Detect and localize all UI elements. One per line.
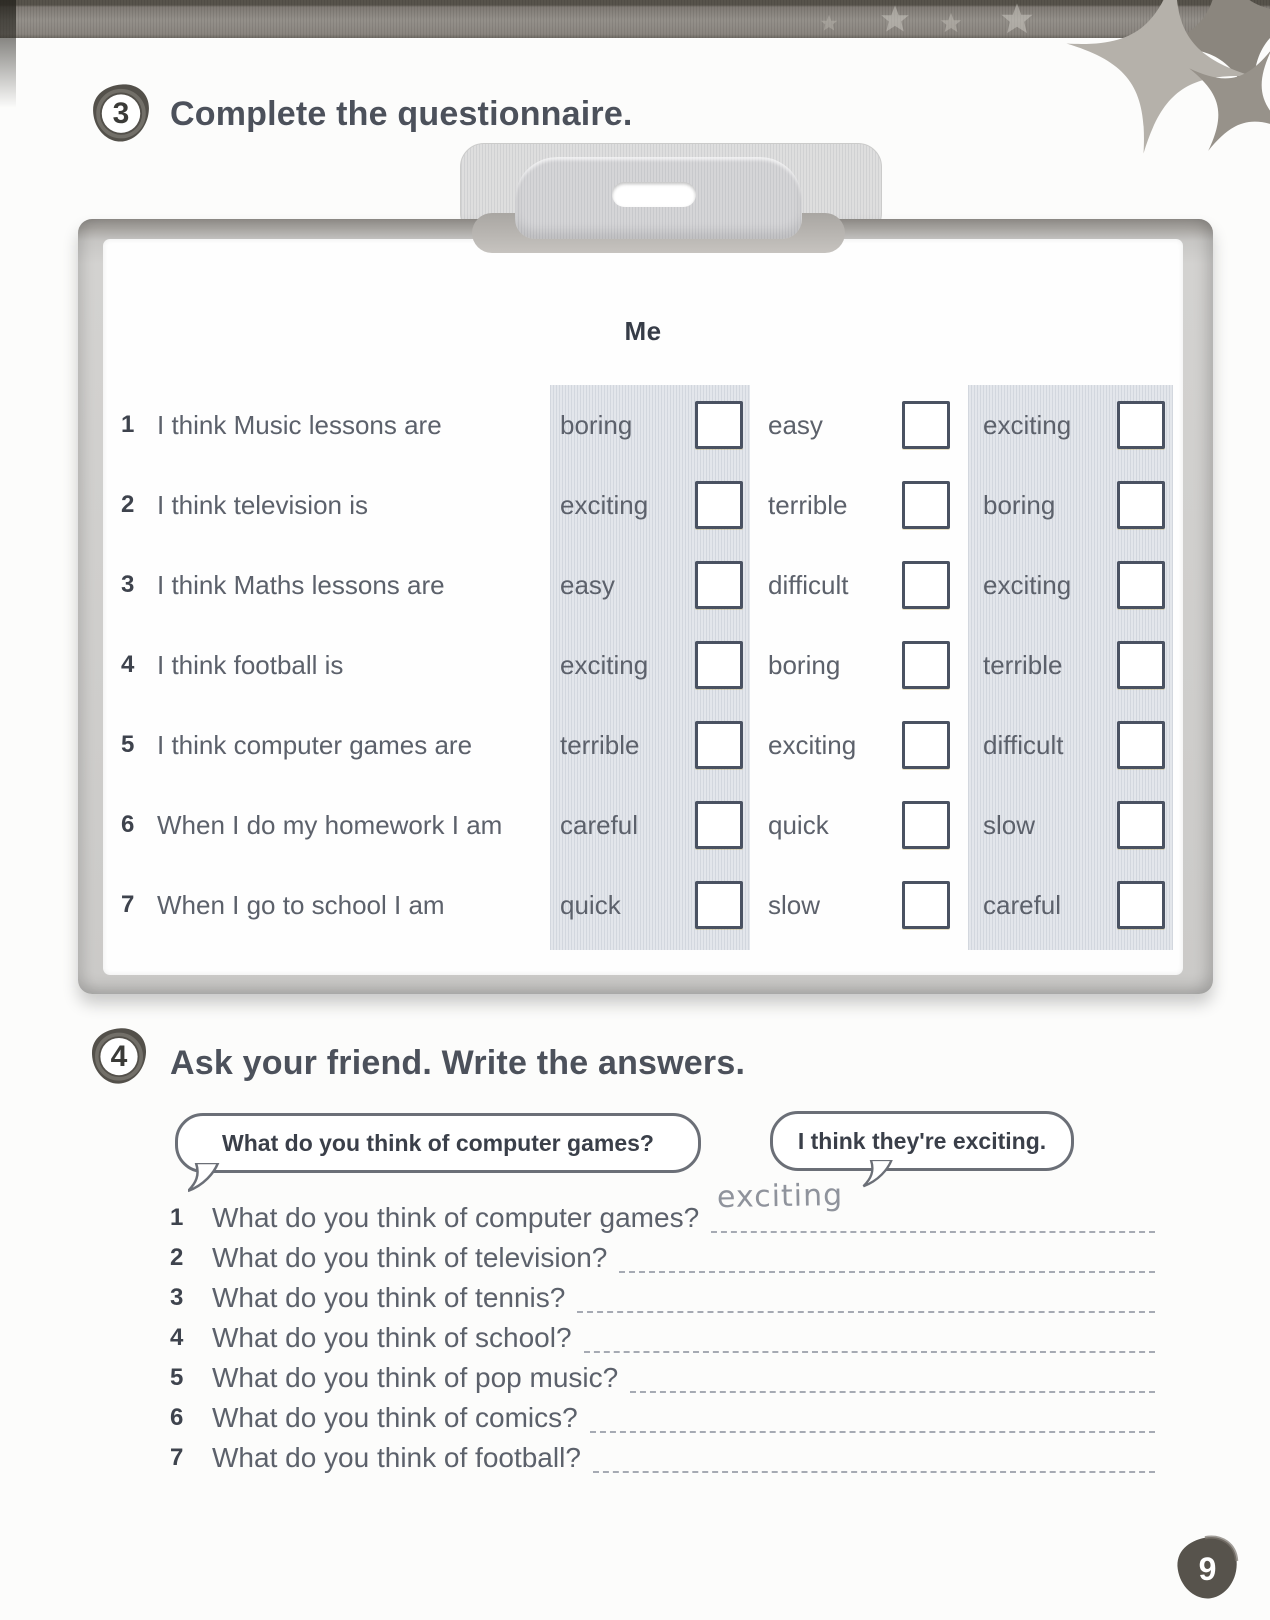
option-2-label: exciting — [768, 729, 857, 760]
option-2-checkbox[interactable] — [902, 801, 950, 849]
option-3-checkbox[interactable] — [1117, 721, 1165, 769]
row-number: 3 — [121, 571, 135, 598]
row-prompt: I think football is — [157, 649, 344, 680]
option-1-label: quick — [560, 889, 621, 920]
star-icon — [880, 4, 910, 34]
exercise-3-badge — [90, 82, 152, 144]
star-icon — [940, 12, 962, 34]
question-row — [170, 1438, 1155, 1478]
option-1-checkbox[interactable] — [695, 561, 743, 609]
option-3-label: difficult — [983, 729, 1064, 760]
row-number: 5 — [121, 731, 135, 758]
option-2-label: terrible — [768, 489, 848, 520]
halftone-texture — [0, 0, 1270, 38]
clipboard — [78, 219, 1213, 994]
question-text: What do you think of computer games? — [212, 1202, 700, 1233]
exercise-number: 4 — [110, 1040, 128, 1073]
question-row — [170, 1177, 1155, 1238]
option-3-checkbox[interactable] — [1117, 801, 1165, 849]
option-1-checkbox[interactable] — [695, 641, 743, 689]
answer-line[interactable] — [630, 1365, 1155, 1393]
option-3-label: slow — [983, 809, 1036, 840]
option-1-label: careful — [560, 809, 639, 840]
question-row — [170, 1318, 1155, 1358]
answer-line[interactable] — [577, 1285, 1155, 1313]
row-number: 7 — [121, 891, 135, 918]
page-number-badge — [1172, 1535, 1243, 1601]
page-number: 9 — [1198, 1550, 1217, 1587]
questionnaire-row — [103, 385, 1173, 465]
star-icon — [1157, 17, 1270, 182]
speech-bubble-tail — [188, 1163, 234, 1195]
row-prompt: I think computer games are — [157, 729, 473, 760]
exercise-4-title: Ask your friend. Write the answers. — [170, 1044, 746, 1082]
answer-line[interactable] — [593, 1445, 1155, 1473]
option-3-label: exciting — [983, 409, 1072, 440]
option-1-checkbox[interactable] — [695, 881, 743, 929]
question-row — [170, 1278, 1155, 1318]
question-number: 1 — [170, 1204, 184, 1231]
row-prompt: When I do my homework I am — [157, 809, 503, 840]
option-1-label: exciting — [560, 489, 649, 520]
option-1-checkbox[interactable] — [695, 481, 743, 529]
option-3-checkbox[interactable] — [1117, 481, 1165, 529]
question-number: 4 — [170, 1324, 184, 1351]
row-number: 1 — [121, 411, 135, 438]
question-number: 6 — [170, 1404, 184, 1431]
star-icon — [1000, 2, 1034, 36]
question-text: What do you think of tennis? — [212, 1282, 566, 1313]
option-3-checkbox[interactable] — [1117, 401, 1165, 449]
question-number: 2 — [170, 1244, 184, 1271]
option-2-checkbox[interactable] — [902, 561, 950, 609]
option-1-label: terrible — [560, 729, 640, 760]
row-prompt: I think Music lessons are — [157, 409, 442, 440]
questionnaire-rows — [103, 385, 1173, 945]
questionnaire-row — [103, 545, 1173, 625]
exercise-4-badge — [89, 1026, 149, 1086]
speech-bubble-question — [175, 1113, 701, 1173]
answer-line[interactable] — [711, 1177, 1155, 1233]
option-1-label: boring — [560, 409, 633, 440]
question-number: 3 — [170, 1284, 184, 1311]
row-prompt: When I go to school I am — [157, 889, 445, 920]
option-1-checkbox[interactable] — [695, 721, 743, 769]
answer-line[interactable] — [584, 1325, 1155, 1353]
question-row — [170, 1398, 1155, 1438]
clipboard-clip-hole — [612, 182, 696, 207]
option-3-checkbox[interactable] — [1117, 561, 1165, 609]
option-2-checkbox[interactable] — [902, 881, 950, 929]
question-number: 7 — [170, 1444, 184, 1471]
star-icon — [820, 14, 838, 32]
question-number: 5 — [170, 1364, 184, 1391]
question-text: What do you think of football? — [212, 1442, 581, 1473]
questionnaire-row — [103, 465, 1173, 545]
questionnaire-row — [103, 785, 1173, 865]
option-2-label: easy — [768, 409, 823, 440]
questionnaire-sheet — [103, 239, 1183, 975]
book-spine-shadow — [0, 0, 16, 120]
row-prompt: I think Maths lessons are — [157, 569, 445, 600]
answer-line[interactable] — [619, 1245, 1155, 1273]
option-2-checkbox[interactable] — [902, 641, 950, 689]
question-text: What do you think of pop music? — [212, 1362, 619, 1393]
option-3-label: careful — [983, 889, 1062, 920]
speech-bubble-text: I think they're exciting. — [797, 1127, 1047, 1154]
speech-bubble-answer — [770, 1111, 1074, 1171]
option-2-label: quick — [768, 809, 829, 840]
question-text: What do you think of television? — [212, 1242, 608, 1273]
option-2-label: boring — [768, 649, 841, 680]
exercise-number: 3 — [112, 97, 130, 130]
option-1-checkbox[interactable] — [695, 401, 743, 449]
questionnaire-row — [103, 625, 1173, 705]
row-number: 2 — [121, 491, 135, 518]
option-2-checkbox[interactable] — [902, 481, 950, 529]
row-number: 6 — [121, 811, 135, 838]
option-2-checkbox[interactable] — [902, 401, 950, 449]
option-2-label: slow — [768, 889, 821, 920]
questions-list — [170, 1177, 1155, 1478]
row-number: 4 — [121, 651, 135, 678]
question-row — [170, 1358, 1155, 1398]
handwritten-answer: exciting — [716, 1177, 844, 1216]
speech-bubble-text: What do you think of computer games? — [222, 1129, 654, 1156]
question-row — [170, 1238, 1155, 1278]
exercise-3-title: Complete the questionnaire. — [170, 95, 633, 133]
option-3-label: terrible — [983, 649, 1063, 680]
option-2-checkbox[interactable] — [902, 721, 950, 769]
speech-bubble-tail — [862, 1160, 908, 1190]
option-2-label: difficult — [768, 569, 849, 600]
option-3-label: exciting — [983, 569, 1072, 600]
option-1-label: easy — [560, 569, 615, 600]
option-3-label: boring — [983, 489, 1056, 520]
option-3-checkbox[interactable] — [1117, 641, 1165, 689]
page-header-band — [0, 0, 1270, 38]
answer-line[interactable] — [590, 1405, 1155, 1433]
questionnaire-column-header: Me — [624, 316, 662, 346]
questionnaire-row — [103, 705, 1173, 785]
question-text: What do you think of school? — [212, 1322, 572, 1353]
row-prompt: I think television is — [157, 489, 368, 520]
questionnaire-row — [103, 865, 1173, 945]
option-1-label: exciting — [560, 649, 649, 680]
clipboard-clip — [515, 157, 802, 239]
option-1-checkbox[interactable] — [695, 801, 743, 849]
option-3-checkbox[interactable] — [1117, 881, 1165, 929]
question-text: What do you think of comics? — [212, 1402, 578, 1433]
